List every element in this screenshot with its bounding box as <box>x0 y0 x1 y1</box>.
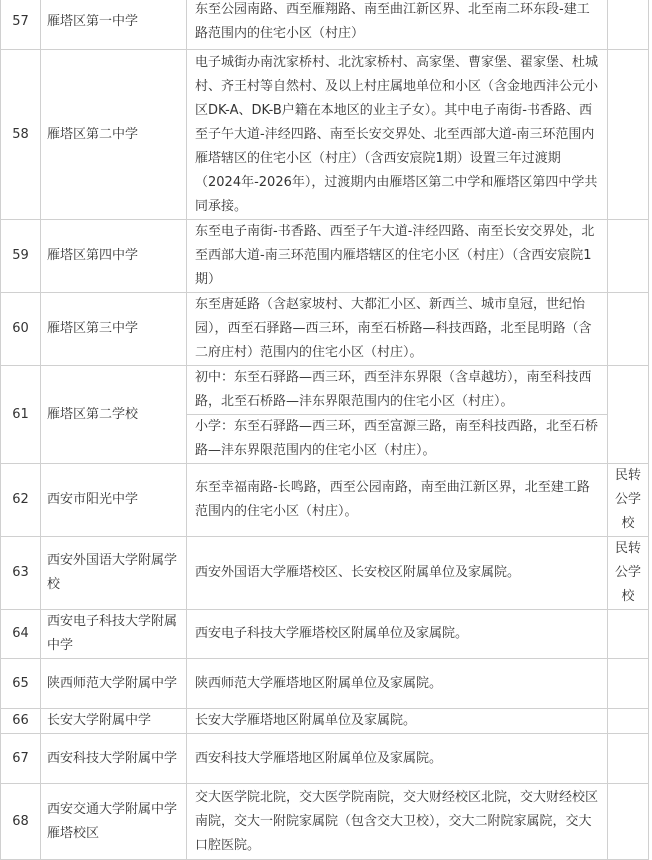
row-number: 64 <box>1 610 41 659</box>
table-row <box>1 610 649 659</box>
district-description: 东至幸福南路-长鸣路，西至公园南路，南至曲江新区界，北至建工路范围内的住宅小区（村庄）。 <box>187 464 608 537</box>
school-note <box>608 0 649 50</box>
school-name: 西安外国语大学附属学校 <box>41 537 187 610</box>
table-row <box>1 293 649 366</box>
row-number: 58 <box>1 50 41 220</box>
table-row <box>1 659 649 709</box>
district-description: 西安外国语大学雁塔校区、长安校区附属单位及家属院。 <box>187 537 608 610</box>
district-description: 东至唐延路（含赵家坡村、大都汇小区、新西兰、城市皇冠，世纪怡园），西至石驿路—西三环，南至石桥路—科技西路，北至昆明路（含二府庄村）范围内的住宅小区（村庄）。 <box>187 293 608 366</box>
school-name: 雁塔区第二学校 <box>41 366 187 464</box>
district-description: 东至公园南路、西至雁翔路、南至曲江新区界、北至南二环东段-建工路范围内的住宅小区（村庄） <box>187 0 608 50</box>
table-row <box>1 464 649 537</box>
row-number: 68 <box>1 784 41 860</box>
school-note <box>608 784 649 860</box>
table-row <box>1 709 649 734</box>
district-description-junior: 初中：东至石驿路—西三环，西至沣东界限（含卓越坊），南至科技西路，北至石桥路—沣东界限范围内的住宅小区（村庄）。 <box>187 366 608 415</box>
row-number: 57 <box>1 0 41 50</box>
school-name: 长安大学附属中学 <box>41 709 187 734</box>
row-number: 59 <box>1 220 41 293</box>
table-row <box>1 220 649 293</box>
school-note <box>608 293 649 366</box>
district-description: 西安科技大学雁塔地区附属单位及家属院。 <box>187 734 608 784</box>
table-row <box>1 366 649 415</box>
school-note <box>608 366 649 464</box>
table-row <box>1 0 649 50</box>
school-note <box>608 709 649 734</box>
school-name: 雁塔区第四中学 <box>41 220 187 293</box>
row-number: 61 <box>1 366 41 464</box>
table-row <box>1 734 649 784</box>
row-number: 67 <box>1 734 41 784</box>
school-note: 民转公学校 <box>608 537 649 610</box>
district-description: 电子城街办南沈家桥村、北沈家桥村、高家堡、曹家堡、翟家堡、杜城村、齐王村等自然村、及以上村庄属地单位和小区（含金地西沣公元小区DK-A、DK-B户籍在本地区的业主子女）。其中电子南街-书香路、西至子午大道-沣经四路、南至长安交界处、北至西部大道-南三环范围内雁塔辖区的住宅小区（村庄）（含西安宸院1期）设置三年过渡期（2024年-2026年），过渡期内由雁塔区第二中学和雁塔区第四中学共同承接。 <box>187 50 608 220</box>
row-number: 62 <box>1 464 41 537</box>
row-number: 66 <box>1 709 41 734</box>
table-row <box>1 50 649 220</box>
school-note: 民转公学校 <box>608 464 649 537</box>
table-row <box>1 537 649 610</box>
school-name: 西安科技大学附属中学 <box>41 734 187 784</box>
school-name: 雁塔区第三中学 <box>41 293 187 366</box>
row-number: 65 <box>1 659 41 709</box>
row-number: 60 <box>1 293 41 366</box>
school-note <box>608 220 649 293</box>
school-name: 雁塔区第一中学 <box>41 0 187 50</box>
table-row <box>1 784 649 860</box>
district-description: 陕西师范大学雁塔地区附属单位及家属院。 <box>187 659 608 709</box>
school-note <box>608 610 649 659</box>
district-description: 长安大学雁塔地区附属单位及家属院。 <box>187 709 608 734</box>
school-note <box>608 50 649 220</box>
school-name: 西安市阳光中学 <box>41 464 187 537</box>
district-description: 东至电子南街-书香路、西至子午大道-沣经四路、南至长安交界处，北至西部大道-南三环范围内雁塔辖区的住宅小区（村庄）（含西安宸院1期） <box>187 220 608 293</box>
district-description-primary: 小学：东至石驿路—西三环，西至富源三路，南至科技西路，北至石桥路—沣东界限范围内的住宅小区（村庄）。 <box>187 415 608 464</box>
district-description: 交大医学院北院，交大医学院南院，交大财经校区北院，交大财经校区南院，交大一附院家属院（包含交大卫校），交大二附院家属院，交大口腔医院。 <box>187 784 608 860</box>
district-description: 西安电子科技大学雁塔校区附属单位及家属院。 <box>187 610 608 659</box>
school-name: 西安电子科技大学附属中学 <box>41 610 187 659</box>
row-number: 63 <box>1 537 41 610</box>
school-name: 西安交通大学附属中学雁塔校区 <box>41 784 187 860</box>
school-name: 雁塔区第二中学 <box>41 50 187 220</box>
school-note <box>608 659 649 709</box>
school-name: 陕西师范大学附属中学 <box>41 659 187 709</box>
school-note <box>608 734 649 784</box>
